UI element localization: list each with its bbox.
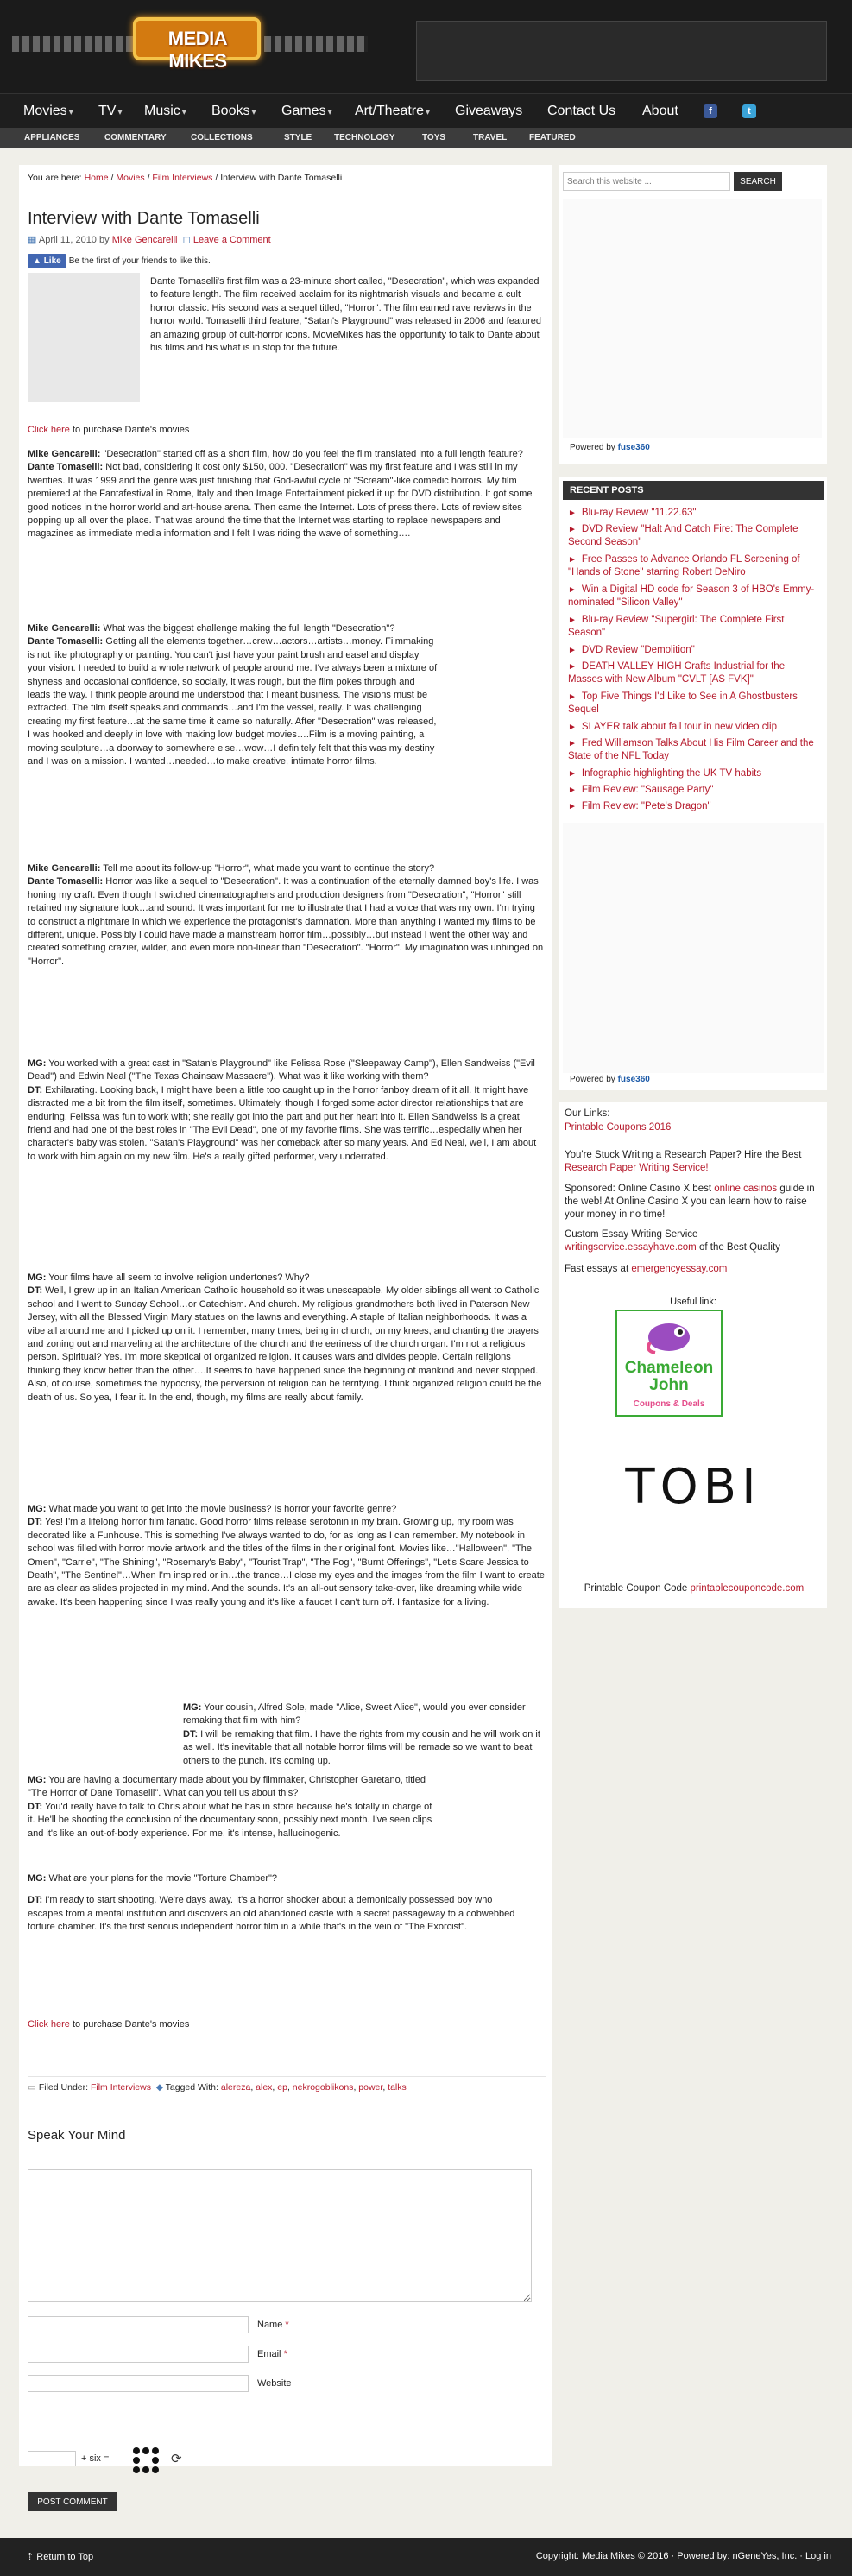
a-speaker: DT: xyxy=(28,1517,43,1528)
nav-label: Movies xyxy=(23,104,67,118)
answer: I'm ready to start shooting. We're days away. It's a horror shocker about a demonically possessed boy who escapes from a mental institution and discovers an old abandoned castle with a secret passageway to a cobwebbed torture chamber. It's the first serious independent horror film in a while that's in the vein of "The Exorcist". xyxy=(28,1895,515,1933)
links-widget xyxy=(559,1102,827,1608)
a-speaker: Dante Tomaselli: xyxy=(28,876,104,887)
bullet-icon: ► xyxy=(568,662,577,672)
nav-label: Books xyxy=(211,104,250,118)
nav-movies[interactable] xyxy=(23,104,73,119)
recent-post-item[interactable] xyxy=(568,784,818,797)
bullet-icon: ► xyxy=(568,585,577,595)
name-label xyxy=(257,2319,344,2332)
answer: Well, I grew up in an Italian American Catholic household so it was unescapable. My older siblings all went to Catholic school and I went to Sunday School…or Catechism. And church. My religious grandmothers both lived in Paterson New Jersey, with all the Blessed Virgin Mary statues on the lawns and everything. A staple of Italian neighborhoods. It was a vibe all around me and I picked up on it. I remember, many times, being in church, on my knees, and chanting the prayers and zoning out and marveling at the architecture of the church and the eeriness of the church organ. I'm not a religious person. Spiritual? Yes. I'm more skeptical of organized religion. It causes wars and divides people. Certain religions thinking they know better than the other….It seems to have happened since the beginning of mankind and never stopped. Also, of course, sometimes the hypocrisy, the perversion of religion can be terrifying. I think organized religion could be the death of us. So yea, I fear it. In the end, though, my films are really about family. xyxy=(28,1285,542,1403)
q-speaker: Mike Gencarelli: xyxy=(28,449,101,459)
subnav-technology[interactable]: TECHNOLOGY xyxy=(334,133,395,142)
bullet-icon: ► xyxy=(568,723,577,732)
site-header xyxy=(0,0,852,93)
powered-brand[interactable]: fuse360 xyxy=(617,1075,650,1084)
q-speaker: MG: xyxy=(28,1058,47,1069)
recent-post-link: DVD Review "Demolition" xyxy=(581,645,695,655)
subnav-featured[interactable]: FEATURED xyxy=(529,133,576,142)
q-speaker: MG: xyxy=(183,1702,202,1713)
printable-coupons-link[interactable]: Printable Coupons 2016 xyxy=(565,1122,672,1133)
recent-post-link: SLAYER talk about fall tour in new video clip xyxy=(581,722,777,732)
leave-comment-link[interactable]: Leave a Comment xyxy=(192,235,271,245)
recent-post-item[interactable] xyxy=(568,800,818,813)
breadcrumb-separator: / xyxy=(147,173,150,183)
casino-link[interactable]: online casinos xyxy=(714,1184,778,1194)
coupon-code-text: Printable Coupon Code xyxy=(584,1583,688,1594)
recent-posts-heading: RECENT POSTS xyxy=(563,481,824,500)
powered-by xyxy=(570,1075,650,1084)
answer: Exhilarating. Looking back, I might have been a little too caught up in the horror fanboy dream of it all. It might have distracted me a bit from the film itself, sometimes. Ultimately, though I forged some actor director relationships that are enduring. Felissa was fun to work with; she really got into the part and put her heart into it. Ellen Sandweiss is a great friend and had one of the best roles in "The Evil Dead", one of my favorite films. She was terrific…especially when her character's baby was stolen. "Satan's Playground" was her comeback after so many years. And Ed Neal, well, I am about to work with him again on my new film. He's a really gifted performer, very underrated. xyxy=(28,1084,537,1162)
fast-essay-link[interactable]: emergencyessay.com xyxy=(631,1264,728,1274)
site-footer xyxy=(0,2538,852,2576)
nav-label: TV xyxy=(98,104,117,118)
film-strip-left xyxy=(12,36,133,52)
casino-text: Sponsored: Online Casino X best xyxy=(565,1184,712,1194)
answer: Not bad, considering it cost only $150, 000. "Desecration" was my first feature and I was still in my twenties. It was 1999 and the genre was just finishing that God-awful cycle of "Scream"-like comedic horrors. My film premiered at the Fantafestival in Rome, Italy and then Image Entertainment picked it up for DVD distribution. It got some good notices in the horror world and art-house arena. Then came the Internet. Lots of press there. Lots of review sites popping up all over the place. That was around the time that the Internet was starting to replace newspapers and magazines as immediate media information and I felt I was riding the wave of something…. xyxy=(28,462,533,540)
comments-heading: Speak Your Mind xyxy=(28,2128,126,2143)
email-label xyxy=(257,2348,344,2361)
essay-ad xyxy=(565,1228,819,1254)
chameleon-subtitle: Coupons & Deals xyxy=(633,1399,705,1409)
website-label: Website xyxy=(257,2378,292,2389)
purchase-link[interactable]: Click here xyxy=(28,425,70,435)
purchase-link[interactable]: Click here xyxy=(28,2019,70,2030)
question: You worked with a great cast in "Satan's Playground" like Felissa Rose ("Sleepaway Camp"), Ellen Sandweiss ("Evil Dead") and Edwin Neal ("The Texas Chainsaw Massacre"). What was it like working with them? xyxy=(28,1058,535,1083)
purchase-line xyxy=(28,424,546,437)
bullet-icon: ► xyxy=(568,692,577,702)
chameleon-title xyxy=(617,1360,721,1394)
bullet-icon: ► xyxy=(568,616,577,625)
filed-label: Filed Under: xyxy=(38,2082,89,2093)
bullet-icon: ► xyxy=(568,555,577,565)
nav-music[interactable] xyxy=(144,104,186,119)
research-paper-text: You're Stuck Writing a Research Paper? Hire the Best xyxy=(565,1150,802,1160)
page-title: Interview with Dante Tomaselli xyxy=(28,209,260,228)
recent-post-item[interactable] xyxy=(568,584,818,609)
post-by: by xyxy=(99,235,110,245)
tag-icon: ◆ xyxy=(155,2082,163,2093)
facebook-like xyxy=(28,254,546,268)
nav-label: Music xyxy=(144,104,180,118)
recent-post-link: Fred Williamson Talks About His Film Career and the State of the NFL Today xyxy=(568,738,814,761)
filed-category[interactable]: Film Interviews xyxy=(90,2082,151,2093)
recent-post-link: DVD Review "Halt And Catch Fire: The Complete Second Season" xyxy=(568,524,798,547)
refresh-icon[interactable]: ⟳ xyxy=(171,2452,182,2466)
recent-posts-widget xyxy=(559,477,827,1090)
nav-tv[interactable] xyxy=(98,104,122,119)
logo-text: MEDIA MIKES xyxy=(167,28,228,72)
coupon-code-line xyxy=(565,1582,824,1595)
post-meta xyxy=(28,234,546,247)
bullet-icon: ► xyxy=(568,646,577,655)
subnav-collections[interactable]: COLLECTIONS xyxy=(191,133,253,142)
nav-contact-us[interactable]: Contact Us xyxy=(547,104,616,118)
powered-brand[interactable]: fuse360 xyxy=(617,443,650,452)
recent-post-item[interactable] xyxy=(568,553,818,578)
a-speaker: Dante Tomaselli: xyxy=(28,636,104,647)
bullet-icon: ► xyxy=(568,802,577,811)
a-speaker: DT: xyxy=(28,1801,43,1812)
question: Your films have all seem to involve religion undertones? Why? xyxy=(48,1272,310,1283)
a-speaker: DT: xyxy=(28,1084,43,1095)
essay-rest: of the Best Quality xyxy=(698,1242,780,1253)
nav-about[interactable]: About xyxy=(642,104,678,118)
a-speaker: DT: xyxy=(183,1728,199,1739)
recent-post-link: Blu-ray Review "Supergirl: The Complete First Season" xyxy=(568,615,785,638)
question: You are having a documentary made about you by filmmaker, Christopher Garetano, titled "The Horror of Dane Tomaselli". What can you tell us about this? xyxy=(28,1775,426,1799)
thumbs-up-icon: ▲ xyxy=(33,256,41,266)
subnav-commentary[interactable]: COMMENTARY xyxy=(104,133,167,142)
qa-block xyxy=(28,1872,546,1935)
tag-link[interactable]: alex xyxy=(256,2082,273,2093)
qa-block xyxy=(28,1774,433,1840)
chameleon-line2: John xyxy=(649,1376,689,1394)
sidebar xyxy=(559,165,827,2466)
bullet-icon: ► xyxy=(568,508,577,518)
breadcrumb-movies[interactable]: Movies xyxy=(116,173,145,183)
recent-post-item[interactable] xyxy=(568,767,818,780)
folder-icon: ▭ xyxy=(28,2082,36,2093)
subnav-toys[interactable]: TOYS xyxy=(422,133,446,142)
required-mark: * xyxy=(285,2320,289,2330)
chevron-down-icon: ▾ xyxy=(181,108,186,117)
qa-block xyxy=(28,1272,546,1405)
a-speaker: DT: xyxy=(28,1285,43,1297)
breadcrumb-film-interviews[interactable]: Film Interviews xyxy=(152,173,213,183)
sub-nav xyxy=(0,128,852,148)
email-label-text: Email xyxy=(257,2349,281,2359)
q-speaker: MG: xyxy=(28,1272,47,1283)
ad-slot[interactable] xyxy=(563,199,822,438)
post-comment-button[interactable]: POST COMMENT xyxy=(28,2492,117,2511)
answer: Yes! I'm a lifelong horror film fanatic. Good horror films release serotonin in my brain. Growing up, my room was decorated like a Funhouse. This is something I've always wanted to do, for as long as I can remember. My notebook in school was filled with horror movie artwork and the titles of the films in their original font. Movies like…"Halloween", "The Omen", "Carrie", "The Shining", "Rosemary's Baby", "Tourist Trap", "The Fog", "Burnt Offerings", "Let's Scare Jessica to Death", "The Sentinel"…When I'm inspired or in…the trance…I close my eyes and the images from the film I want to create are as clear as slides projected in my mind. And the sounds. It's an all-out sensory take-over, like dreaming while wide awake. It's been happening since I was really young and it's like a faucet I can't turn off. I fantasize for a living. xyxy=(28,1517,545,1607)
question: What was the biggest challenge making the full length "Desecration"? xyxy=(103,623,395,634)
recent-post-link: Film Review: "Sausage Party" xyxy=(581,785,714,795)
captcha-dice-icon xyxy=(131,2446,161,2475)
breadcrumb-current: Interview with Dante Tomaselli xyxy=(220,173,343,183)
bullet-icon: ► xyxy=(568,769,577,779)
answer: Getting all the elements together…crew…actors…artists…money. Filmmaking is not like photography or painting. You can't just have your paint brush and easel and display your vision. I needed to build a whole network of people around me. I've always been a mixture of shyness and occasional confidence, so socially, it was rough, but the film pokes through and leads the way. I think people around me understood that I meant business. The visions must be extracted. The film itself speaks and commands…and I'm the vessel, really. It was challenging creating my first feature…at the same time it came so naturally. After "Desecration" was released, I was hooked and deeply in love with making low budget movies….Film is a moving painting, a moving sculpture…a doorway to somewhere else…wow…I definitely felt that this was my destiny and I was on a mission. I wanted…needed…to make creative, intimate horror films. xyxy=(28,636,438,767)
captcha-op: + six = xyxy=(81,2453,110,2464)
website-input[interactable] xyxy=(28,2375,249,2392)
research-paper-link[interactable]: Research Paper Writing Service! xyxy=(565,1163,709,1173)
main-content xyxy=(19,165,552,2507)
qa-block xyxy=(28,862,546,969)
chevron-down-icon: ▾ xyxy=(117,108,123,117)
tag-link[interactable]: ep xyxy=(277,2082,287,2093)
recent-post-item[interactable] xyxy=(568,660,818,685)
recent-post-item[interactable] xyxy=(568,614,818,639)
breadcrumb-prefix: You are here: xyxy=(28,173,82,183)
fast-essay-ad xyxy=(565,1263,819,1276)
recent-post-item[interactable] xyxy=(568,507,818,520)
post-date: April 11, 2010 xyxy=(38,235,97,245)
tag-link[interactable]: alereza xyxy=(220,2082,251,2093)
recent-post-link: Free Passes to Advance Orlando FL Screening of "Hands of Stone" starring Robert DeNiro xyxy=(568,554,800,578)
question: What made you want to get into the movie business? Is horror your favorite genre? xyxy=(48,1504,397,1514)
twitter-icon[interactable]: t xyxy=(742,104,756,118)
recent-post-link: Win a Digital HD code for Season 3 of HBO's Emmy-nominated "Silicon Valley" xyxy=(568,584,815,608)
qa-block xyxy=(28,622,546,768)
recent-post-item[interactable] xyxy=(568,691,818,716)
return-to-top-label: Return to Top xyxy=(36,2552,94,2562)
email-input[interactable] xyxy=(28,2346,249,2363)
breadcrumb-home[interactable]: Home xyxy=(84,173,109,183)
breadcrumb-separator: / xyxy=(215,173,218,183)
arrow-up-icon: ⇡ xyxy=(26,2552,35,2562)
tag-link[interactable]: power xyxy=(358,2082,383,2093)
post-author[interactable]: Mike Gencarelli xyxy=(111,235,178,245)
recent-post-item[interactable] xyxy=(568,644,818,657)
nav-games[interactable] xyxy=(281,104,332,119)
casino-ad xyxy=(565,1183,819,1222)
q-speaker: MG: xyxy=(28,1873,47,1884)
breadcrumb xyxy=(28,172,546,185)
essay-link[interactable]: writingservice.essayhave.com xyxy=(565,1242,697,1253)
subnav-travel[interactable]: TRAVEL xyxy=(473,133,508,142)
tag-link[interactable]: nekrogoblikons xyxy=(292,2082,354,2093)
search-button[interactable]: SEARCH xyxy=(734,172,782,191)
recent-post-link: DEATH VALLEY HIGH Crafts Industrial for the Masses with New Album "CVLT [AS FVK]" xyxy=(568,661,786,685)
post-footer: ▭ Filed Under: Film Interviews ◆ Tagged With: alereza, alex, ep, nekrogoblikons, power, talks xyxy=(28,2076,546,2099)
fb-like-button[interactable] xyxy=(28,254,66,268)
recent-post-link: Film Review: "Pete's Dragon" xyxy=(581,801,711,811)
question: "Desecration" started off as a short film, how do you feel the film translated into a full length feature? xyxy=(103,449,523,459)
recent-post-link: Blu-ray Review "11.22.63" xyxy=(581,508,697,518)
q-speaker: MG: xyxy=(28,1775,47,1785)
answer: Horror was like a sequel to "Desecration". It was a continuation of the eternally damned boy's life. I was honing my craft. Even though I switched cinematographers and production designers from "Desecration", "Horror" still retained my signature look…and sound. It was important for me to illustrate that I had a voice that was my own. I'm trying to construct a nightmare in which we experience the protagonist's damnation. More than anything I wanted my films to be different, unique. Possibly I could have made a mainstream horror film…possibly…but instead I went the other way and created something crazier, wilder, and even more non-linear than "Desecration". "Horror". My imagination was unhinged on "Horror". xyxy=(28,876,544,967)
search-input[interactable] xyxy=(563,172,730,191)
recent-post-item[interactable] xyxy=(568,737,818,762)
article-thumbnail xyxy=(28,273,140,402)
chameleon-line1: Chameleon xyxy=(624,1359,714,1377)
subnav-appliances[interactable]: APPLIANCES xyxy=(24,133,80,142)
fb-like-text: Be the first of your friends to like this. xyxy=(68,256,211,266)
q-speaker: Mike Gencarelli: xyxy=(28,623,101,634)
film-strip-right xyxy=(264,36,368,52)
essay-text: Custom Essay Writing Service xyxy=(565,1229,698,1240)
facebook-icon[interactable]: f xyxy=(704,104,717,118)
answer: I will be remaking that film. I have the rights from my cousin and he will work on it as well. It's inevitable that all notable horror films will be remade so we want to beat others to the punch. It's coming up. xyxy=(183,1728,540,1766)
purchase-line xyxy=(28,2018,546,2031)
captcha-input[interactable] xyxy=(28,2451,76,2466)
chameleon-icon xyxy=(643,1316,695,1356)
casino-rest: guide in the web! At Online Casino X you can learn how to raise your money in no time! xyxy=(565,1184,815,1220)
ad-slot[interactable] xyxy=(563,823,824,1073)
site-logo[interactable] xyxy=(12,7,375,86)
main-nav xyxy=(0,93,852,128)
question: Your cousin, Alfred Sole, made "Alice, Sweet Alice", would you ever consider remaking that film with him? xyxy=(183,1702,526,1727)
purchase-text: to purchase Dante's movies xyxy=(69,425,190,435)
breadcrumb-separator: / xyxy=(110,173,114,183)
qa-block xyxy=(28,1503,546,1609)
answer: You'd really have to talk to Chris about what he has in store because he's totally in charge of it. He'll be shooting the conclusion of the documentary soon, possibly next month. I've seen clips and it's like an out-of-body experience. For me, it's intense, hallucinogenic. xyxy=(28,1801,432,1839)
q-speaker: MG: xyxy=(28,1504,47,1514)
nav-label: Art/Theatre xyxy=(355,104,425,118)
recent-post-item[interactable] xyxy=(568,721,818,734)
chameleon-john-ad[interactable] xyxy=(615,1310,723,1417)
useful-link-heading: Useful link: xyxy=(670,1297,716,1307)
a-speaker: Dante Tomaselli: xyxy=(28,462,104,473)
subnav-style[interactable]: STYLE xyxy=(284,133,312,142)
fb-like-label: Like xyxy=(43,256,61,266)
bullet-icon: ► xyxy=(568,786,577,795)
bullet-icon: ► xyxy=(568,525,577,534)
calendar-icon: ▦ xyxy=(28,235,37,245)
comment-icon: ◻ xyxy=(182,235,191,245)
powered-by xyxy=(570,443,650,452)
coupon-code-link[interactable]: printablecouponcode.com xyxy=(690,1583,805,1594)
recent-post-link: Infographic highlighting the UK TV habits xyxy=(581,768,762,779)
q-speaker: Mike Gencarelli: xyxy=(28,863,101,874)
links-heading: Our Links: xyxy=(565,1108,610,1119)
article-intro: Dante Tomaselli's first film was a 23-minute short called, "Desecration", which was expanded to feature length. The film received acclaim for its nightmarish visuals and became a cult horror classic. His second was a sequel titled, "Horror". The film earned rave reviews in the horror world. Tomaselli third feature, "Satan's Playground" was released in 2006 and featured an amazing group of cult-horror icons. MovieMikes has the opportunity to talk to Dante about his films and his what is in stop for the future. xyxy=(150,276,542,354)
question: What are your plans for the movie "Torture Chamber"? xyxy=(48,1873,278,1884)
qa-block xyxy=(183,1702,546,1768)
nav-books[interactable] xyxy=(211,104,256,119)
a-speaker: DT: xyxy=(28,1895,43,1906)
question: Tell me about its follow-up "Horror", what made you want to continue the story? xyxy=(103,863,435,874)
name-input[interactable] xyxy=(28,2316,249,2333)
chevron-down-icon: ▾ xyxy=(68,108,73,117)
name-label-text: Name xyxy=(257,2320,283,2330)
qa-block xyxy=(28,1058,546,1164)
chevron-down-icon: ▾ xyxy=(251,108,256,117)
recent-post-item[interactable] xyxy=(568,523,818,548)
research-paper-ad xyxy=(565,1149,819,1175)
required-mark: * xyxy=(283,2349,287,2359)
recent-post-link: Top Five Things I'd Like to See in A Ghostbusters Sequel xyxy=(568,691,798,715)
search-widget xyxy=(559,165,827,464)
tag-link[interactable]: talks xyxy=(388,2082,407,2093)
comment-textarea[interactable] xyxy=(28,2169,532,2302)
copyright: Copyright: Media Mikes © 2016 · Powered by: nGeneYes, Inc. · Log in xyxy=(535,2551,831,2561)
nav-giveaways[interactable]: Giveaways xyxy=(455,104,523,118)
return-to-top-link[interactable] xyxy=(26,2551,93,2562)
powered-label: Powered by xyxy=(570,1075,615,1084)
tobi-logo[interactable]: TOBI xyxy=(625,1459,761,1515)
nav-label: Games xyxy=(281,104,326,118)
bullet-icon: ► xyxy=(568,739,577,748)
purchase-text: to purchase Dante's movies xyxy=(69,2019,190,2030)
chevron-down-icon: ▾ xyxy=(327,108,332,117)
chevron-down-icon: ▾ xyxy=(426,108,431,117)
header-banner[interactable] xyxy=(416,21,827,81)
qa-block xyxy=(28,448,546,541)
fast-essay-text: Fast essays at xyxy=(565,1264,629,1274)
powered-label: Powered by xyxy=(570,443,615,452)
tagged-label: Tagged With: xyxy=(165,2082,218,2093)
nav-art-theatre[interactable] xyxy=(355,104,430,119)
